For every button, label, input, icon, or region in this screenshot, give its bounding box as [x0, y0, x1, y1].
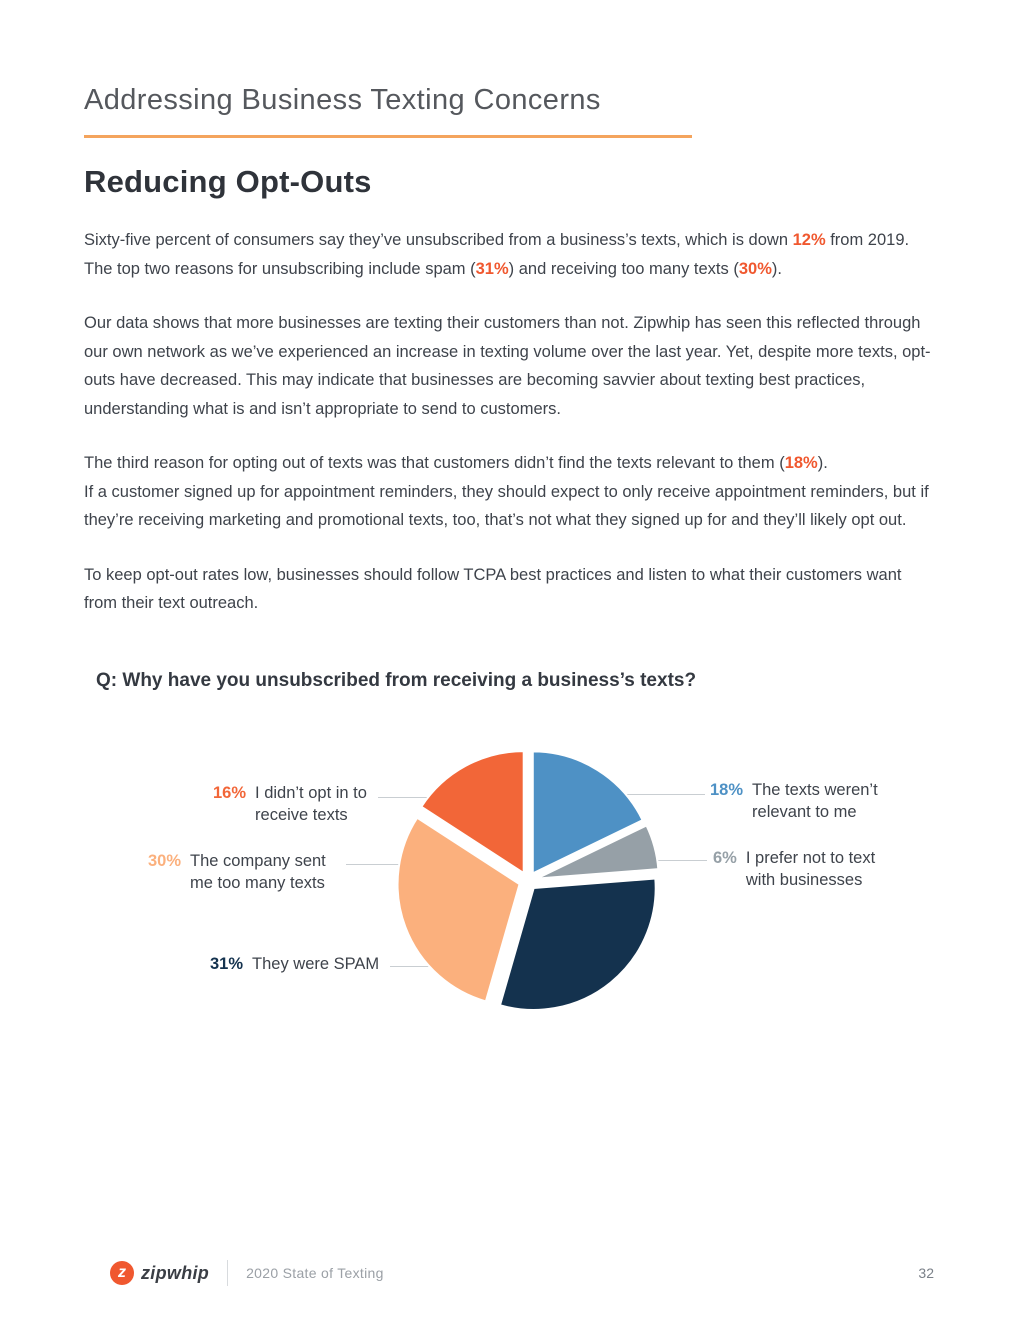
pie-label-spam [210, 953, 379, 975]
paragraph-text: ). [771, 259, 782, 278]
paragraph-text: ). [817, 454, 828, 472]
paragraph-text: Sixty-five percent of consumers say they’ve unsubscribed from a business’s texts, which is down [84, 231, 793, 249]
highlighted-percent: 31% [475, 259, 509, 278]
paragraph-text: from 2019. The top two reasons for unsubscribing include spam ( [84, 231, 910, 278]
footer [110, 1260, 934, 1286]
highlighted-percent: 18% [784, 454, 818, 472]
paragraph-text: ) and receiving too many texts ( [508, 259, 739, 278]
paragraph-text: Our data shows that more businesses are texting their customers than not. Zipwhip has seen this reflected through our own network as we’ve experienced an increase in texting volume over the last year. Yet, despite more texts, opt-outs have decreased. This may indicate that businesses are becoming savvier about texting best practices, understanding what is and isn’t appropriate to send to customers. [84, 314, 931, 418]
pie-label-text: I didn’t opt in to receive texts [255, 783, 367, 824]
paragraph [84, 561, 936, 618]
pie-label-text: I prefer not to text with businesses [745, 848, 876, 889]
paragraph-text: The third reason for opting out of texts was that customers didn’t find the texts relevant to them ( [84, 454, 785, 472]
pie-label-didnt-opt-in [213, 782, 377, 826]
pie-label-pct: 18% [710, 780, 744, 799]
pie-label-text: They were SPAM [252, 954, 380, 973]
highlighted-percent: 30% [738, 259, 772, 278]
zipwhip-logo [110, 1261, 209, 1285]
pie-slice-2 [500, 878, 656, 1009]
pie-chart-area [84, 716, 936, 1056]
section-title: Addressing Business Texting Concerns [84, 84, 601, 116]
pie-label-text: The company sent me too many texts [190, 851, 326, 892]
pie-chart [378, 731, 678, 1031]
pie-label-too-many-texts [148, 850, 332, 894]
zipwhip-logo-icon: z [110, 1261, 134, 1285]
paragraph-text: If a customer signed up for appointment reminders, they should expect to only receive appointment reminders, but if they’re receiving marketing and promotional texts, too, that’s not what they signed up for and they’ll likely opt out. [84, 482, 929, 529]
highlighted-percent: 12% [792, 231, 826, 249]
chart-question: Q: Why have you unsubscribed from receiving a business’s texts? [96, 669, 697, 691]
body-paragraphs [84, 226, 936, 618]
paragraph [84, 226, 936, 283]
pie-label-not-relevant [710, 779, 890, 823]
section-rule [84, 135, 692, 138]
pie-label-pct: 6% [713, 848, 737, 867]
paragraph-text: To keep opt-out rates low, businesses should follow TCPA best practices and listen to what their customers want from their text outreach. [84, 565, 902, 612]
pie-label-prefer-not-to-text [713, 847, 898, 891]
paragraph [84, 449, 936, 535]
zipwhip-logo-text: zipwhip [141, 1262, 210, 1283]
page-title: Reducing Opt-Outs [84, 164, 372, 199]
paragraph [84, 309, 936, 423]
footer-page-number: 32 [918, 1265, 934, 1281]
footer-divider [227, 1260, 228, 1286]
pie-label-pct: 30% [148, 851, 182, 870]
footer-report-title: 2020 State of Texting [246, 1265, 384, 1281]
pie-label-pct: 31% [210, 954, 244, 973]
pie-label-text: The texts weren’t relevant to me [752, 780, 878, 821]
pie-label-pct: 16% [213, 783, 247, 802]
